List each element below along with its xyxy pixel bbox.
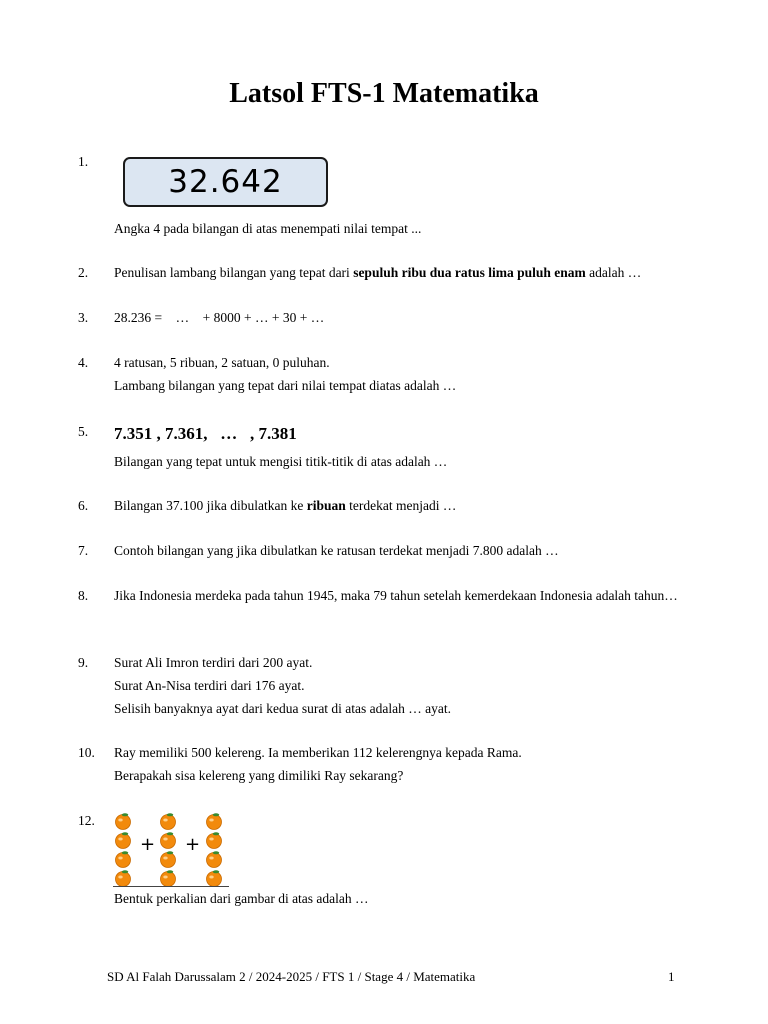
question-number: 5. bbox=[78, 424, 89, 439]
orange-icon bbox=[113, 869, 133, 887]
number-display-box: 32.642 bbox=[123, 157, 328, 207]
orange-icon bbox=[113, 831, 133, 849]
orange-icon bbox=[158, 869, 178, 887]
plus-sign: + bbox=[140, 834, 156, 855]
plus-sign: + bbox=[185, 834, 201, 855]
orange-icon bbox=[204, 850, 224, 868]
question-text: Surat Ali Imron terdiri dari 200 ayat. Surat An-Nisa terdiri dari 176 ayat. Selisih banyaknya ayat dari kedua surat di atas adalah … ayat. bbox=[114, 655, 452, 716]
question-number: 8. bbox=[78, 588, 89, 603]
orange-icon bbox=[204, 831, 224, 849]
orange-icon bbox=[158, 850, 178, 868]
question-number: 9. bbox=[78, 655, 89, 670]
question-number: 4. bbox=[78, 355, 89, 370]
orange-icon bbox=[204, 869, 224, 887]
question-number: 12. bbox=[78, 813, 95, 828]
orange-icon bbox=[113, 812, 133, 830]
number-sequence: 7.351 , 7.361, … , 7.381 bbox=[114, 424, 297, 443]
question-number: 6. bbox=[78, 498, 89, 513]
question-text: Ray memiliki 500 kelereng. Ia memberikan 112 kelerengnya kepada Rama. Berapakah sisa kelereng yang dimiliki Ray sekarang? bbox=[114, 745, 522, 783]
question-number: 3. bbox=[78, 310, 89, 325]
page-title: Latsol FTS-1 Matematika bbox=[229, 78, 539, 109]
question-text: Contoh bilangan yang jika dibulatkan ke ratusan terdekat menjadi 7.800 adalah … bbox=[114, 543, 559, 558]
footer-text: SD Al Falah Darussalam 2 / 2024-2025 / FTS 1 / Stage 4 / Matematika bbox=[107, 969, 476, 984]
question-text: 4 ratusan, 5 ribuan, 2 satuan, 0 puluhan. Lambang bilangan yang tepat dari nilai tempat diatas adalah … bbox=[114, 355, 457, 393]
orange-icon bbox=[204, 812, 224, 830]
question-text: Jika Indonesia merdeka pada tahun 1945, maka 79 tahun setelah kemerdekaan Indonesia adalah tahun… bbox=[114, 588, 678, 603]
question-number: 7. bbox=[78, 543, 89, 558]
question-number: 10. bbox=[78, 745, 95, 760]
orange-icon bbox=[158, 831, 178, 849]
question-text: Penulisan lambang bilangan yang tepat dari sepuluh ribu dua ratus lima puluh enam adalah … bbox=[114, 265, 642, 280]
question-number: 1. bbox=[78, 154, 89, 169]
page-number: 1 bbox=[668, 969, 675, 984]
orange-icon bbox=[113, 850, 133, 868]
question-number: 2. bbox=[78, 265, 89, 280]
question-text: Bilangan 37.100 jika dibulatkan ke ribuan terdekat menjadi … bbox=[114, 498, 457, 513]
orange-icon bbox=[158, 812, 178, 830]
question-text: 28.236 = … + 8000 + … + 30 + … bbox=[114, 310, 325, 325]
oranges-illustration bbox=[111, 810, 231, 890]
